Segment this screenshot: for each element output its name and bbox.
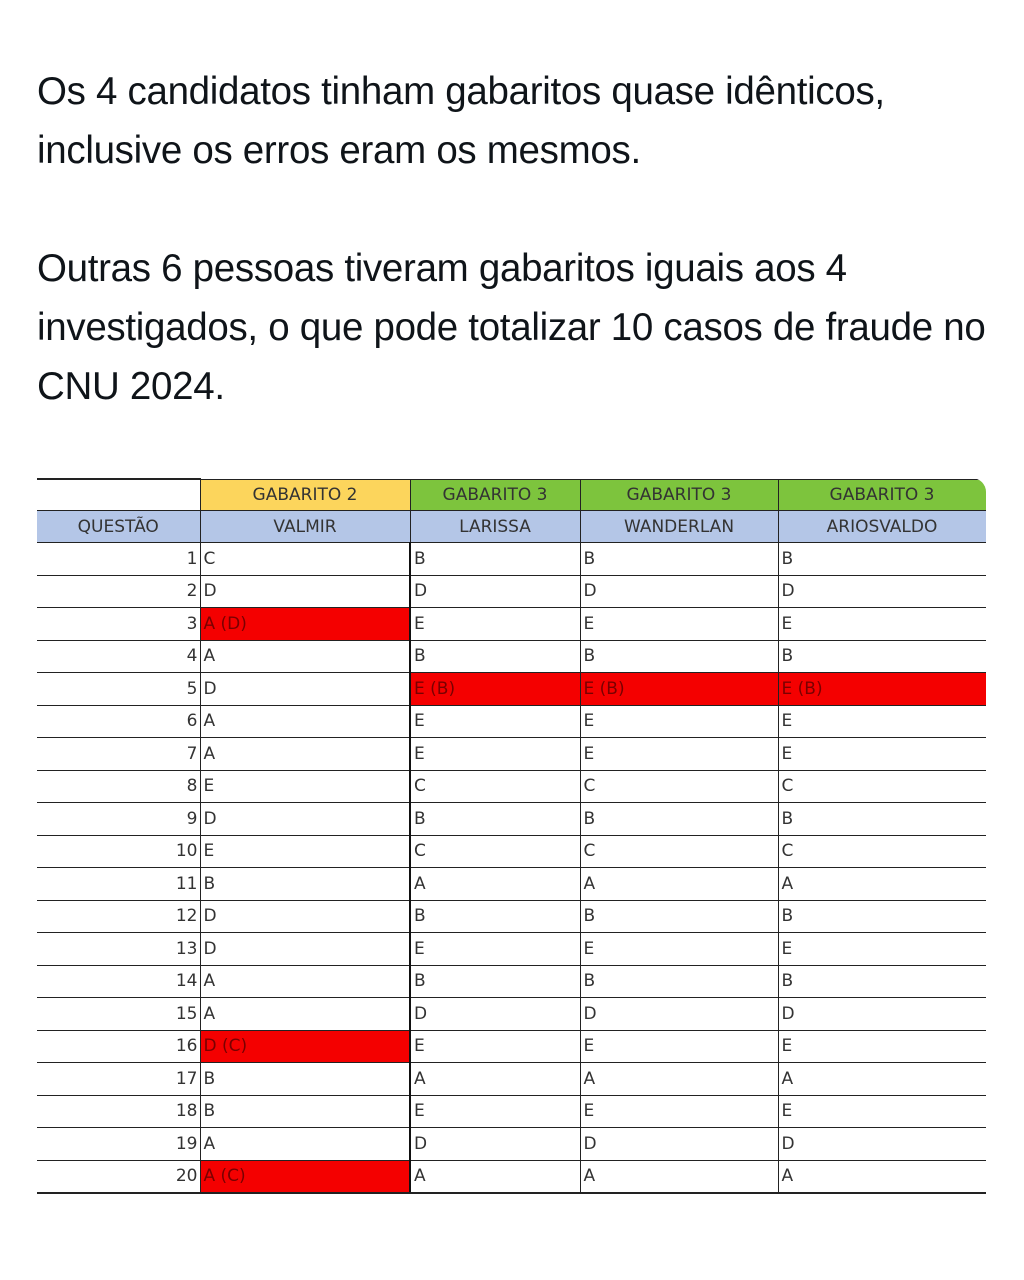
table-row: [37, 933, 986, 966]
question-number: 11: [37, 868, 200, 901]
answer-cell-larissa: E: [410, 608, 580, 641]
answer-cell-wanderlan: D: [580, 575, 778, 608]
table-row: [37, 868, 986, 901]
answer-cell-valmir: A: [200, 738, 410, 771]
answer-cell-wanderlan: A: [580, 1063, 778, 1096]
answer-cell-ariosvaldo: B: [778, 965, 986, 998]
column-header-questao: QUESTÃO: [37, 511, 200, 543]
answer-cell-wanderlan: B: [580, 965, 778, 998]
answer-cell-larissa: E: [410, 738, 580, 771]
answer-cell-wanderlan: C: [580, 835, 778, 868]
group-header-gabarito-3: GABARITO 3: [410, 479, 580, 511]
answer-cell-valmir: E: [200, 770, 410, 803]
answer-cell-ariosvaldo: D: [778, 575, 986, 608]
answer-cell-ariosvaldo: B: [778, 900, 986, 933]
column-header-row: [37, 511, 986, 543]
answer-cell-valmir-highlighted: A (C): [200, 1160, 410, 1193]
answer-cell-larissa: B: [410, 803, 580, 836]
question-number: 6: [37, 705, 200, 738]
table-row: [37, 835, 986, 868]
answer-cell-wanderlan: A: [580, 1160, 778, 1193]
table-row: [37, 965, 986, 998]
answer-cell-wanderlan: D: [580, 1128, 778, 1161]
table-row: [37, 770, 986, 803]
table-row: [37, 998, 986, 1031]
table-row: [37, 1030, 986, 1063]
answer-cell-ariosvaldo: A: [778, 1160, 986, 1193]
answer-cell-wanderlan: C: [580, 770, 778, 803]
answer-cell-larissa: D: [410, 998, 580, 1031]
post-paragraph: Os 4 candidatos tinham gabaritos quase idênticos, inclusive os erros eram os mesmos.: [37, 70, 885, 172]
question-number: 7: [37, 738, 200, 771]
answer-cell-ariosvaldo: C: [778, 835, 986, 868]
table-row: [37, 575, 986, 608]
answer-cell-ariosvaldo: A: [778, 868, 986, 901]
answer-cell-larissa: B: [410, 965, 580, 998]
table-row: [37, 1063, 986, 1096]
question-number: 19: [37, 1128, 200, 1161]
answer-cell-ariosvaldo: A: [778, 1063, 986, 1096]
answer-cell-larissa: C: [410, 835, 580, 868]
question-number: 3: [37, 608, 200, 641]
question-number: 5: [37, 673, 200, 706]
answer-cell-larissa: D: [410, 575, 580, 608]
answer-cell-wanderlan: B: [580, 543, 778, 576]
answer-cell-ariosvaldo: E: [778, 1095, 986, 1128]
answer-cell-valmir: E: [200, 835, 410, 868]
post-paragraph: Outras 6 pessoas tiveram gabaritos iguais aos 4 investigados, o que pode totalizar 10 casos de fraude no CNU 2024.: [37, 247, 986, 408]
answer-cell-valmir-highlighted: A (D): [200, 608, 410, 641]
group-header-gabarito-3: GABARITO 3: [580, 479, 778, 511]
answer-cell-larissa: B: [410, 640, 580, 673]
question-number: 12: [37, 900, 200, 933]
answer-cell-larissa: E: [410, 1095, 580, 1128]
table-row: [37, 1128, 986, 1161]
answer-cell-valmir: A: [200, 705, 410, 738]
answer-cell-ariosvaldo: B: [778, 640, 986, 673]
answer-cell-valmir: B: [200, 1095, 410, 1128]
answer-cell-wanderlan: B: [580, 803, 778, 836]
answer-cell-larissa: B: [410, 543, 580, 576]
answer-cell-ariosvaldo: E: [778, 933, 986, 966]
answer-cell-ariosvaldo: D: [778, 998, 986, 1031]
column-header-ariosvaldo: ARIOSVALDO: [778, 511, 986, 543]
table-row: [37, 900, 986, 933]
column-header-larissa: LARISSA: [410, 511, 580, 543]
table-row: [37, 1160, 986, 1193]
question-number: 8: [37, 770, 200, 803]
post-text: [37, 62, 997, 416]
table-row: [37, 1095, 986, 1128]
answer-cell-ariosvaldo: E: [778, 705, 986, 738]
answer-cell-valmir: D: [200, 575, 410, 608]
table-row: [37, 705, 986, 738]
question-number: 15: [37, 998, 200, 1031]
answer-cell-wanderlan: E: [580, 608, 778, 641]
answer-cell-wanderlan: E: [580, 933, 778, 966]
answer-cell-ariosvaldo: B: [778, 803, 986, 836]
answer-cell-larissa: A: [410, 1063, 580, 1096]
question-number: 9: [37, 803, 200, 836]
answer-cell-larissa: C: [410, 770, 580, 803]
answer-cell-wanderlan: E: [580, 705, 778, 738]
question-number: 16: [37, 1030, 200, 1063]
table-row: [37, 543, 986, 576]
question-number: 10: [37, 835, 200, 868]
question-number: 2: [37, 575, 200, 608]
answer-cell-valmir: B: [200, 868, 410, 901]
answer-cell-valmir: D: [200, 933, 410, 966]
answer-cell-larissa: B: [410, 900, 580, 933]
answer-cell-wanderlan: E: [580, 1095, 778, 1128]
table-row: [37, 803, 986, 836]
answer-cell-ariosvaldo: D: [778, 1128, 986, 1161]
answer-cell-larissa: D: [410, 1128, 580, 1161]
question-number: 14: [37, 965, 200, 998]
table-row: [37, 738, 986, 771]
answer-cell-larissa: E: [410, 933, 580, 966]
answer-cell-ariosvaldo: E: [778, 608, 986, 641]
answer-cell-valmir: A: [200, 640, 410, 673]
answer-cell-valmir: C: [200, 543, 410, 576]
answer-cell-valmir: B: [200, 1063, 410, 1096]
answer-cell-larissa-highlighted: E (B): [410, 673, 580, 706]
column-header-wanderlan: WANDERLAN: [580, 511, 778, 543]
question-number: 1: [37, 543, 200, 576]
answer-cell-ariosvaldo: B: [778, 543, 986, 576]
answer-cell-larissa: E: [410, 1030, 580, 1063]
table-row: [37, 640, 986, 673]
group-header-row: [37, 479, 986, 511]
question-number: 4: [37, 640, 200, 673]
question-number: 20: [37, 1160, 200, 1193]
answer-cell-ariosvaldo: C: [778, 770, 986, 803]
answer-cell-ariosvaldo-highlighted: E (B): [778, 673, 986, 706]
answer-cell-ariosvaldo: E: [778, 738, 986, 771]
question-number: 17: [37, 1063, 200, 1096]
answer-comparison-table: [37, 478, 986, 1194]
table-row: [37, 608, 986, 641]
group-header-blank: [37, 479, 200, 511]
answer-cell-valmir: D: [200, 900, 410, 933]
answer-cell-larissa: A: [410, 868, 580, 901]
question-number: 18: [37, 1095, 200, 1128]
column-header-valmir: VALMIR: [200, 511, 410, 543]
answer-cell-larissa: A: [410, 1160, 580, 1193]
answer-cell-wanderlan: E: [580, 738, 778, 771]
answer-cell-valmir: A: [200, 1128, 410, 1161]
answer-cell-larissa: E: [410, 705, 580, 738]
answer-cell-valmir: D: [200, 673, 410, 706]
answer-cell-wanderlan-highlighted: E (B): [580, 673, 778, 706]
answer-cell-wanderlan: D: [580, 998, 778, 1031]
answer-cell-valmir-highlighted: D (C): [200, 1030, 410, 1063]
question-number: 13: [37, 933, 200, 966]
answer-cell-wanderlan: B: [580, 900, 778, 933]
group-header-gabarito-3: GABARITO 3: [778, 479, 986, 511]
table-row: [37, 673, 986, 706]
answer-cell-wanderlan: B: [580, 640, 778, 673]
answer-cell-wanderlan: E: [580, 1030, 778, 1063]
answer-cell-valmir: A: [200, 965, 410, 998]
answer-sheet-image: [37, 478, 986, 1211]
answer-cell-valmir: D: [200, 803, 410, 836]
group-header-gabarito-2: GABARITO 2: [200, 479, 410, 511]
answer-cell-valmir: A: [200, 998, 410, 1031]
answer-cell-wanderlan: A: [580, 868, 778, 901]
answer-cell-ariosvaldo: E: [778, 1030, 986, 1063]
